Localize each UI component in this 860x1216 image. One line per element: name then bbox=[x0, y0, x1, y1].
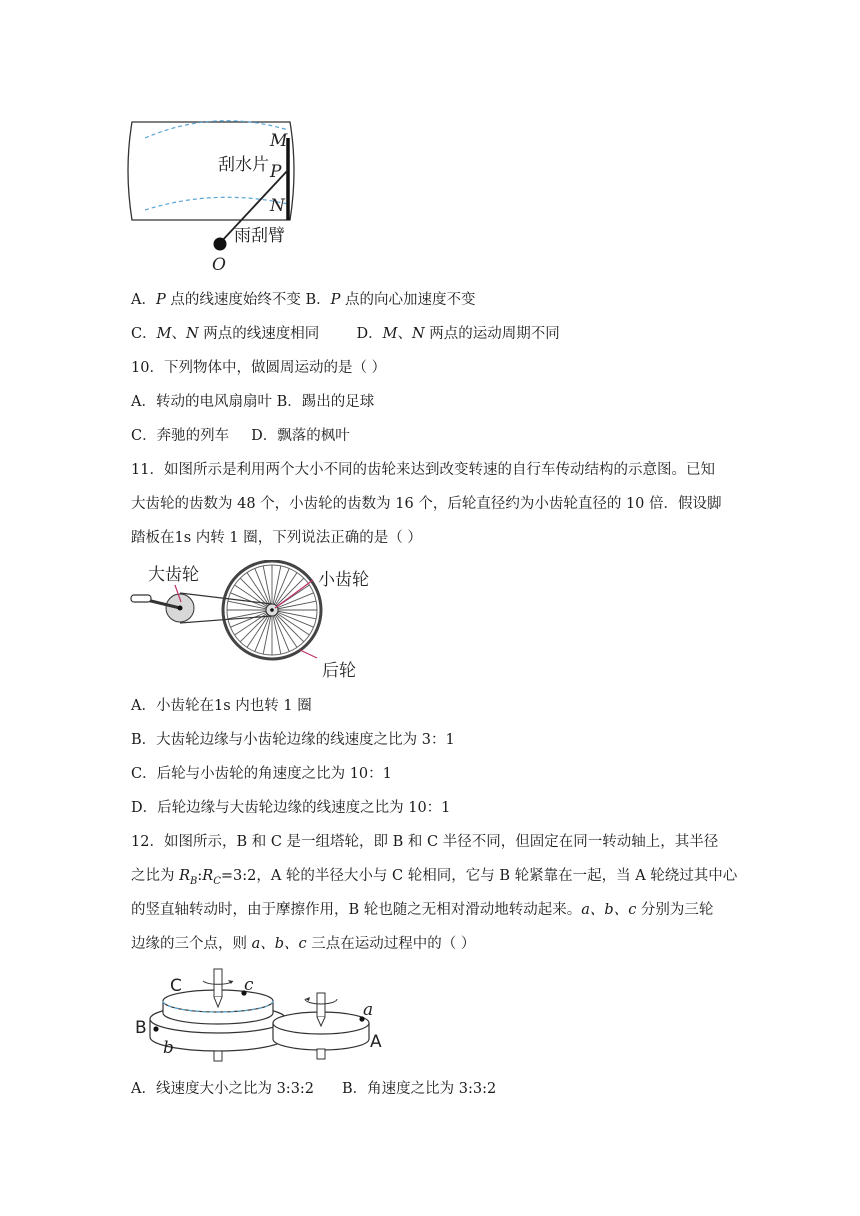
q11-option-b: B．大齿轮边缘与小齿轮边缘的线速度之比为 3：1 bbox=[131, 732, 455, 748]
label-P: P bbox=[270, 162, 282, 182]
q10-options-row2: C．奔驰的列车 D．飘落的枫叶 bbox=[131, 428, 350, 444]
q12-stem-line4: 边缘的三个点，则 a、b、c 三点在运动过程中的（ ） bbox=[131, 936, 476, 952]
wiper-figure bbox=[120, 110, 320, 275]
label-rear-wheel: 后轮 bbox=[322, 661, 356, 681]
q11-stem-line1: 11．如图所示是利用两个大小不同的齿轮来达到改变转速的自行车传动结构的示意图。已知 bbox=[131, 462, 715, 478]
label-wiper-arm: 雨刮臂 bbox=[234, 226, 285, 246]
label-a: a bbox=[363, 1000, 374, 1020]
label-c: c bbox=[244, 975, 254, 995]
label-C: C bbox=[170, 976, 182, 996]
label-M: M bbox=[270, 131, 288, 151]
q11-option-c: C．后轮与小齿轮的角速度之比为 10：1 bbox=[131, 766, 392, 782]
bicycle-figure bbox=[125, 560, 385, 685]
wheel-spoke bbox=[272, 610, 304, 642]
label-O: O bbox=[212, 255, 226, 275]
label-wiper-blade: 刮水片 bbox=[218, 155, 269, 175]
q9-options-row2: C．M、N 两点的线速度相同 D．M、N 两点的运动周期不同 bbox=[131, 326, 560, 342]
q11-stem-line3: 踏板在1s 内转 1 圈，下列说法正确的是（ ） bbox=[131, 530, 422, 546]
q9-options-row1: A．P 点的线速度始终不变 B．P 点的向心加速度不变 bbox=[131, 292, 476, 308]
label-B: B bbox=[135, 1018, 147, 1038]
q11-stem-line2: 大齿轮的齿数为 48 个，小齿轮的齿数为 16 个，后轮直径约为小齿轮直径的 10 倍．假设脚 bbox=[131, 496, 722, 512]
q12-stem-line3: 的竖直轴转动时，由于摩擦作用，B 轮也随之无相对滑动地转动起来。a、b、c 分别为三轮 bbox=[131, 902, 714, 918]
label-small-gear: 小齿轮 bbox=[318, 570, 369, 590]
wheel-spoke bbox=[240, 610, 272, 642]
label-N: N bbox=[270, 196, 285, 216]
q12-stem-line2: 之比为 $R_B:R_C=3:2$，A 轮的半径大小与 C 轮相同，它与 B 轮紧靠在一起，当 A 轮绕过其中心 bbox=[131, 868, 738, 887]
q10-options-row1: A．转动的电风扇扇叶 B．踢出的足球 bbox=[131, 394, 375, 410]
wheel-spoke bbox=[272, 578, 304, 610]
tower-wheel-figure bbox=[130, 965, 400, 1070]
pivot-point-O bbox=[214, 238, 227, 251]
q12-stem-line1: 12．如图所示，B 和 C 是一组塔轮，即 B 和 C 半径不同，但固定在同一转动轴上，其半径 bbox=[131, 834, 719, 850]
label-big-gear: 大齿轮 bbox=[148, 565, 199, 585]
pedal bbox=[131, 595, 151, 602]
label-A: A bbox=[370, 1032, 382, 1052]
q10-stem: 10．下列物体中，做圆周运动的是（ ） bbox=[131, 360, 387, 376]
point-b bbox=[153, 1026, 158, 1031]
q11-option-d: D．后轮边缘与大齿轮边缘的线速度之比为 10：1 bbox=[131, 800, 451, 816]
q11-option-a: A．小齿轮在1s 内也转 1 圈 bbox=[131, 698, 312, 714]
wheel-spoke bbox=[240, 578, 272, 610]
q12-options-row1: A．线速度大小之比为 3:3:2 B．角速度之比为 3:3:2 bbox=[131, 1081, 497, 1097]
label-b: b bbox=[163, 1038, 174, 1058]
